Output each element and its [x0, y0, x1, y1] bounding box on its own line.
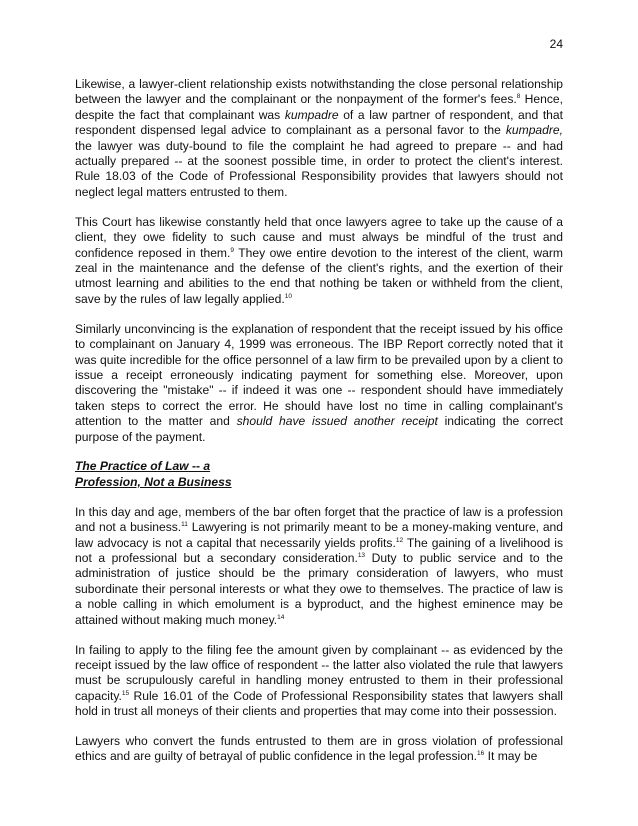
paragraph-text: In failing to apply to the filing fee the amount given by complainant -- as evidenced by the receipt issued by the law office of respondent -- the latter also violated the rule that lawyers must be scrupulously careful in handling money entrusted to them in their professional capacity. [75, 642, 563, 703]
footnote-ref: 10 [284, 292, 292, 300]
paragraph-text: Duty to public service and to the administration of justice should be the primary consideration of lawyers, who must subordinate their personal interests or what they owe to themselves. The practice of law is a noble calling in which emolument is a byproduct, and the highest eminence may be attained without making much money. [75, 550, 563, 627]
section-heading-line: Profession, Not a Business [75, 474, 232, 489]
paragraph-lawyer-client-relationship [75, 77, 563, 200]
paragraph-text: the lawyer was duty-bound to file the complaint he had agreed to prepare -- and had actually prepared -- at the soonest possible time, in order to protect the client's interest. Rule 18.03 of the Code of Professional Responsibility provides that lawyers should not neglect legal matters entrusted to them. [75, 138, 563, 199]
emphasis-text: should have issued another receipt [236, 414, 438, 429]
footnote-ref: 15 [121, 689, 130, 697]
paragraph-text: indicating the correct purpose of the payment. [75, 414, 564, 444]
paragraph-text: The gaining of a livelihood is not a professional but a secondary consideration. [75, 535, 563, 565]
footnote-ref: 13 [357, 551, 366, 559]
paragraph-text: Lawyering is not primarily meant to be a money-making venture, and law advocacy is not a capital that necessarily yields profits. [75, 520, 563, 550]
paragraph-text: Similarly unconvincing is the explanation of respondent that the receipt issued by his office to complainant on January 4, 1999 was erroneous. The IBP Report correctly noted that it was quite incredible for the office personnel of a law firm to be prevailed upon by a client to issue a receipt erroneously indicating payment for something else. Moreover, upon discovering the "mistake" -- if indeed it was one -- respondent should have immediately taken steps to correct the error. He should have lost no time in calling complainant's attention to the matter and [75, 321, 563, 429]
paragraph-profession-not-business [75, 505, 563, 628]
footnote-ref: 11 [181, 521, 188, 529]
paragraph-text: In this day and age, members of the bar often forget that the practice of law is a profession and not a business. [75, 504, 563, 535]
paragraph-text: It may be [484, 749, 538, 764]
section-heading [75, 459, 563, 490]
emphasis-text: kumpadre [284, 107, 339, 122]
paragraph-converted-funds [75, 734, 563, 765]
page-number: 24 [549, 37, 563, 51]
paragraph-text: They owe entire devotion to the interest of the client, warm zeal in the maintenance and the defense of the client's rights, and the exertion of their utmost learning and abilities to the end that nothing be taken or withheld from the client, save by the rules of law legally applied. [75, 245, 563, 306]
section-heading-line: The Practice of Law -- a [75, 459, 211, 474]
paragraph-text: Hence, despite the fact that complainant was [75, 92, 564, 122]
paragraph-filing-fee [75, 643, 563, 720]
footnote-ref: 9 [230, 246, 234, 254]
paragraph-text: Likewise, a lawyer-client relationship exists notwithstanding the close personal relationship between the lawyer and the complainant or the nonpayment of the former's fees. [75, 77, 563, 107]
footnote-ref: 16 [477, 750, 485, 758]
footnote-ref: 8 [516, 93, 521, 101]
paragraph-text: of a law partner of respondent, and that respondent dispensed legal advice to complainant as a personal favor to the [75, 107, 563, 138]
emphasis-text: kumpadre, [505, 123, 563, 138]
paragraph-receipt-explanation [75, 322, 563, 445]
paragraph-fidelity-to-cause [75, 215, 563, 307]
paragraph-text: Rule 16.01 of the Code of Professional Responsibility states that lawyers shall hold in trust all moneys of their clients and properties that may come into their possession. [75, 688, 563, 719]
footnote-ref: 12 [395, 536, 404, 544]
document-body [75, 77, 563, 765]
paragraph-text: This Court has likewise constantly held that once lawyers agree to take up the cause of a client, they owe fidelity to such cause and must always be mindful of the trust and confidence reposed in them. [75, 214, 563, 260]
footnote-ref: 14 [277, 613, 285, 621]
paragraph-text: Lawyers who convert the funds entrusted to them are in gross violation of professional ethics and are guilty of betrayal of public confidence in the legal profession. [75, 734, 563, 764]
